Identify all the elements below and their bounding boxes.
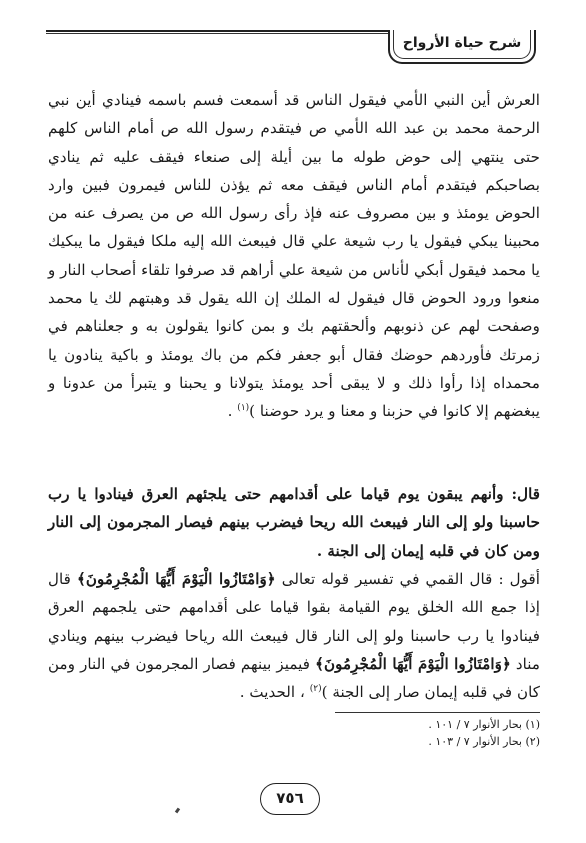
- running-header: [388, 30, 536, 64]
- header-rule: [46, 30, 388, 32]
- quran-verse-2: ﴿وَامْتَازُوا الْيَوْمَ أَيُّهَا الْمُجْرِمُونَ﴾: [315, 654, 511, 673]
- footnote-1: (١) بحار الأنوار ٧ / ١٠١ .: [428, 718, 540, 731]
- footnote-rule: [335, 712, 540, 713]
- paragraph-hadith: [48, 86, 540, 486]
- commentary-middle: قال إذا جمع الله الخلق يوم القيامة بقوا قياما على أقدامهم حتى يلجمهم العرق فينادوا يا رب حاسبنا ولو إلى النار قال فيبعث الله رياحا فيضرب بينهم وينادي مناد: [48, 570, 541, 673]
- header-rule-inner: [46, 33, 388, 34]
- quran-verse-1: ﴿وَامْتَازُوا الْيَوْمَ أَيُّهَا الْمُجْرِمُونَ﴾: [76, 570, 276, 588]
- paragraph-hadith-text: العرش أين النبي الأمي فيقول الناس قد أسمعت فسم باسمه فينادي أين نبي الرحمة محمد بن عبد الله الأمي ص فيتقدم رسول الله ص أمام الناس كلهم حتى ينتهي إلى حوض طوله ما بين أيلة إلى صنعاء فيقف عليه ثم ينادي بصاحبكم فيتقدم أمام الناس فيقف معه ثم يؤذن للناس فيمرون فبين وارد الحوض يومئذ و بين مصروف عنه فإذ رأى رسول الله ص من يصرف عنه من محبينا يبكي فيقول يا رب شيعة علي قال فيبعث الله إليه ملكا فيقول ما يبكيك يا محمد فيقول أبكي لأناس من شيعة علي أراهم قد صرفوا تلقاء أصحاب النار و منعوا ورود الحوض قال فيقول له الملك إن الله يقول قد وهبتهم لك يا محمد وصفحت لهم عن ذنوبهم وألحقتهم بك و بمن كانوا يقولون به و جعلناهم في زمرتك فأوردهم حوضك فقال أبو جعفر فكم من باك يومئذ و باكية ينادون يا محمداه إذا رأوا ذلك و لا يبقى أحد يومئذ يتولانا و يحبنا و يتبرأ من عدونا و يبغضهم إلا كانوا في حزبنا و معنا و يرد حوضنا ): [48, 91, 540, 421]
- commentary-end: فيميز بينهم فصار المجرمون في النار ومن كان في قلبه إيمان صار إلى الجنة ): [48, 654, 540, 702]
- footnotes: [300, 716, 540, 750]
- running-header-title: شرح حياة الأرواح: [402, 35, 522, 51]
- paragraph-matn: قال: وأنهم يبقون يوم قياما على أقدامهم حتى يلجئهم العرق فينادوا يا رب حاسبنا ولو إلى النار فيبعث الله ريحا فيضرب بينهم فيصار المجرمون إلى النار ومن كان في قلبه إيمان إلى الجنة .: [48, 485, 540, 560]
- stray-mark: [175, 808, 180, 814]
- page-number: ٧٥٦: [260, 783, 320, 815]
- commentary-tail: ، الحديث .: [239, 683, 310, 702]
- paragraph-commentary: [48, 565, 540, 706]
- paragraph-hadith-end: .: [227, 402, 238, 421]
- commentary-intro: أقول : قال القمي في تفسير قوله تعالى: [275, 570, 540, 588]
- footnote-ref-2: (٢): [309, 684, 322, 695]
- footnote-2: (٢) بحار الأنوار ٧ / ١٠٣ .: [428, 735, 540, 748]
- footnote-ref-1: (١): [237, 403, 250, 414]
